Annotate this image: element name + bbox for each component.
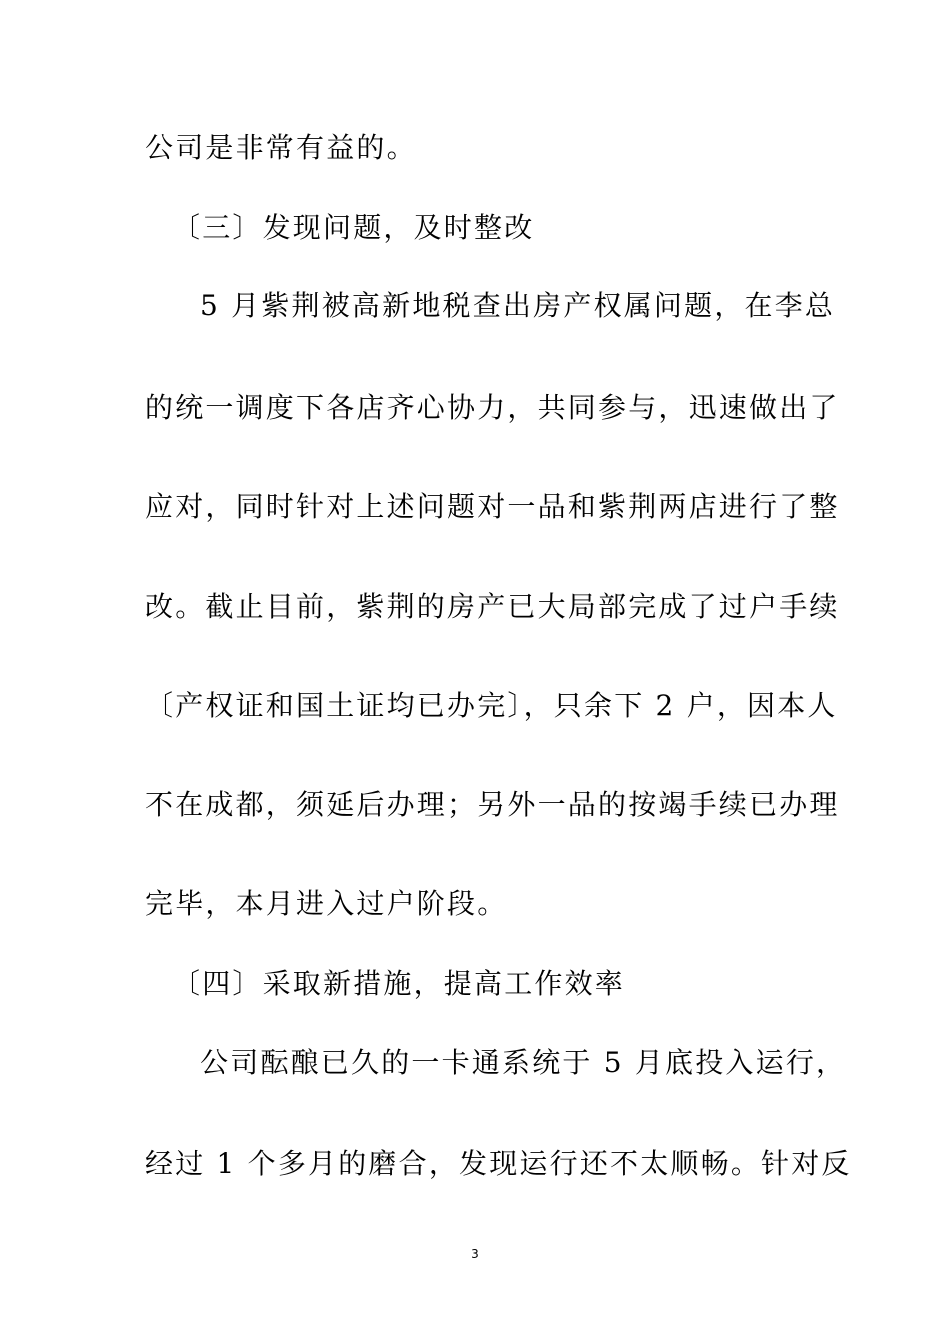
section-heading-4: 〔四〕采取新措施，提高工作效率 xyxy=(172,967,626,1000)
paragraph-line: 〔产权证和国土证均已办完〕，只余下 2 户，因本人 xyxy=(145,689,838,722)
paragraph-line: 经过 1 个多月的磨合，发现运行还不太顺畅。针对反 xyxy=(145,1147,852,1180)
paragraph-line: 5 月紫荆被高新地税查出房产权属问题，在李总 xyxy=(200,289,836,322)
paragraph-line: 公司酝酿已久的一卡通系统于 5 月底投入运行， xyxy=(200,1046,847,1079)
paragraph-line: 完毕，本月进入过户阶段。 xyxy=(145,887,508,920)
paragraph-line: 公司是非常有益的。 xyxy=(145,131,417,164)
paragraph-line: 的统一调度下各店齐心协力，共同参与，迅速做出了 xyxy=(145,391,840,424)
paragraph-line: 改。截止目前，紫荆的房产已大局部完成了过户手续 xyxy=(145,590,840,623)
section-heading-3: 〔三〕发现问题，及时整改 xyxy=(172,211,535,244)
paragraph-line: 不在成都，须延后办理；另外一品的按竭手续已办理 xyxy=(145,788,840,821)
page-number: 3 xyxy=(471,1247,479,1261)
paragraph-line: 应对，同时针对上述问题对一品和紫荆两店进行了整 xyxy=(145,490,840,523)
